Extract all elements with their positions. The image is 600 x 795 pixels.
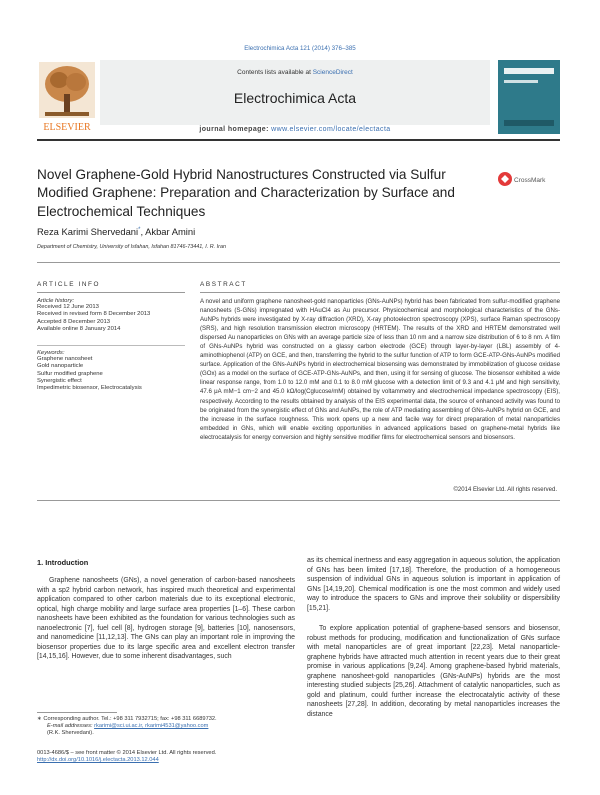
- intro-paragraph-right-2: To explore application potential of graphene-based sensors and biosensor, robust methods for producing, modification and functionalization of GNs surface with metal nanoparticles are of great important [22,23]. Metal nanoparticle-graphene hybrids have attracted much attention in recent years due to their great promise in various applications [9,24]. Among graphene-based hybrid materials, graphene nanosheet-gold nanoparticles (GNs-AuNPs) hybrids are the most interesting studied subjects [25,26]. Attachment of catalytic nanoparticles, such as gold and platinum, could further increase the electrocatalytic activity of these nanosheets [27,28]. In addition, decorating by metal nanoparticles increases the distance: [307, 625, 560, 718]
- section-rule-top: [37, 262, 560, 263]
- crossmark-icon[interactable]: [497, 168, 547, 190]
- history-item: Received 12 June 2013: [37, 304, 99, 310]
- keyword-item: Synergistic effect: [37, 377, 82, 384]
- sciencedirect-link[interactable]: ScienceDirect: [312, 69, 353, 76]
- introduction-heading: 1. Introduction: [37, 558, 89, 567]
- intro-paragraph-right-1: as its chemical inertness and easy aggregation in aqueous solution, the application of GNs has been limited [17,18]. Therefore, the production of a homogeneous suspension of individual GNs in aqueous solution is important in application of GNs [14,19,20]. Chemical modification is one the most common and widely used way to introduce the spacers to GNs and improve their solubility or dispersibility [15,21].: [307, 557, 560, 612]
- elsevier-tree-logo: [37, 60, 97, 135]
- keyword-item: Sulfur modified graphene: [37, 370, 103, 377]
- keyword-item: Graphene nanosheet: [37, 356, 93, 362]
- abstract-heading: ABSTRACT: [200, 281, 247, 288]
- contents-line: Contents lists available at ScienceDirect: [237, 69, 353, 76]
- cover-title-bar: [504, 68, 554, 74]
- keyword-item: Impedimetric biosensor, Electrocatalysis: [37, 385, 142, 392]
- history-item: Accepted 8 December 2013: [37, 318, 111, 325]
- cover-subtitle-bar: [504, 80, 538, 83]
- abstract-rule: [200, 292, 560, 293]
- journal-homepage: journal homepage: www.elsevier.com/locate/electacta: [199, 126, 391, 133]
- corresponding-footnote: ∗ Corresponding author. Tel.: +98 311 7932715; fax: +98 311 6689732. E-mail addresses: rkarimi@sci.ui.ac.ir, rkarimi4531@yahoo.com (R.K. Shervedani).: [37, 716, 217, 737]
- article-title: Novel Graphene-Gold Hybrid Nanostructures Constructed via Sulfur Modified Graphene: Preparation and Characterization by Surface and Electrochemical Techniques: [37, 167, 455, 219]
- journal-cover-image: [498, 60, 560, 134]
- abstract-text: A novel and uniform graphene nanosheet-gold nanoparticles (GNs-AuNPs) hybrid has been fabricated from sulfur-modified graphene nanosheets (S-GNs) impregnated with HAuCl4 as Au precursor. Physicochemical and morphological characteristics of the GNs-AuNPs hybrids were investigated by X-ray diffraction (XRD), X-ray photoelectron spectroscopy (XPS), surface Raman spectroscopy (SRS), and high resolution transmission electron microscopy (HRTEM). The results of the XRD and HRTEM demonstrated well dispersed Au nanoparticles on GNs with an average particle size of less than 10 nm and a narrow size distribution of 6 to 8 nm. A film of GNs-AuNPs hybrid was constructed on a glassy carbon electrode (GCE) through layer-by-layer (LBL) assembly of 4-aminothiophenol (ATP) on GCE, and then, transferring the hybrid to the sulfur function of ATP to form GCE-ATP-GNs-AuNPs modified surface. Application of the GNs-AuNPs hybrid in electrochemical biosensing was demonstrated by immobilization of glucose oxidase (GOx) as a model on the surface of GCE-ATP-GNs-AuNPs, and then, using it for sensing of glucose. The biosensor exhibited a wide linear response range, from 1.0 to 12.0 mM and 0.1 to 8.0 mM glucose with a detection limit of 9.3 and 4.1 μM and high sensitivity, 47.6 μA mM−1 cm−2 and 45.0 kΩ/log(Cglucose/mM) obtained by voltammetry and electrochemical impedance spectroscopy (EIS), respectively. According to the results obtained by analysis of the EIS experimental data, the source of enhanced activity was found to be originated from the synergistic effect of GNs and AuNPs, the role of ATP mediating assembling of GNs-AuNPs hybrid on GCE, and the increase in the surface roughness. This work opens up a new and facile way for direct preparation of metal nanoparticles embedded in GNs, which will enable exciting opportunities in advanced applications based on graphene-metal hybrids like electrocatalysis for energy conversion and highly sensitive modifier films for electrochemical sensors and biosensors.: [200, 298, 560, 441]
- front-matter-info: 0013-4686/$ – see front matter © 2014 Elsevier Ltd. All rights reserved. http://dx.doi.org/10.1016/j.electacta.2013.12.044: [37, 750, 217, 764]
- corresponding-author-mark[interactable]: *: [138, 226, 141, 233]
- doi-link[interactable]: http://dx.doi.org/10.1016/j.electacta.2013.12.044: [37, 757, 159, 764]
- intro-paragraph-left: Graphene nanosheets (GNs), a novel generation of carbon-based nanosheets with a sp2 hybrid carbon network, has inspired much theoretical and experimental application compared to other carbon materials due to its exceptional electronic, optical, high charge mobility and large surface area properties [1–6]. These carbon nanosheets have been exhibited as the foundation for various technologies such as nanoelectronic [7], fuel cell [8], hydrogen storage [9], batteries [10], nanosensors, and nanomedicine [11,12,13]. The GNs can play an important role in improving the biosensor properties due to its large specific area and excellent electron transfer [14,15,16]. However, due to some inherent disadvantages, such: [37, 577, 295, 660]
- homepage-link[interactable]: www.elsevier.com/locate/electacta: [271, 126, 391, 133]
- author-list: Reza Karimi Shervedani*, Akbar Amini: [37, 226, 196, 237]
- keywords: Keywords: Graphene nanosheet Gold nanoparticle Sulfur modified graphene Synergistic effect Impedimetric biosensor, Electrocatalysis: [37, 350, 185, 392]
- copyright-notice: ©2014 Elsevier Ltd. All rights reserved.: [453, 487, 557, 493]
- svg-text:CrossMark: CrossMark: [514, 177, 546, 184]
- history-item: Available online 8 January 2014: [37, 325, 121, 332]
- keyword-item: Gold nanoparticle: [37, 363, 84, 370]
- cover-footer-bar: [504, 120, 554, 126]
- publisher-name: ELSEVIER: [43, 122, 91, 133]
- article-history: Article history: Received 12 June 2013 Received in revised form 8 December 2013 Accepted 8 December 2013 Available online 8 January 2014: [37, 298, 185, 333]
- affiliation: Department of Chemistry, University of Isfahan, Isfahan 81746-73441, I. R. Iran: [37, 244, 226, 250]
- section-rule-bottom: [37, 500, 560, 501]
- journal-name: Electrochimica Acta: [233, 90, 357, 106]
- journal-citation: Electrochimica Acta 121 (2014) 376–385: [244, 45, 356, 52]
- history-item: Received in revised form 8 December 2013: [37, 311, 151, 318]
- footnote-rule: [37, 712, 117, 713]
- article-info-heading: ARTICLE INFO: [37, 281, 101, 288]
- header-rule: [37, 139, 560, 141]
- keywords-rule: [37, 345, 185, 346]
- email-link[interactable]: rkarimi@sci.ui.ac.ir, rkarimi4531@yahoo.com: [94, 723, 209, 730]
- info-rule: [37, 292, 185, 293]
